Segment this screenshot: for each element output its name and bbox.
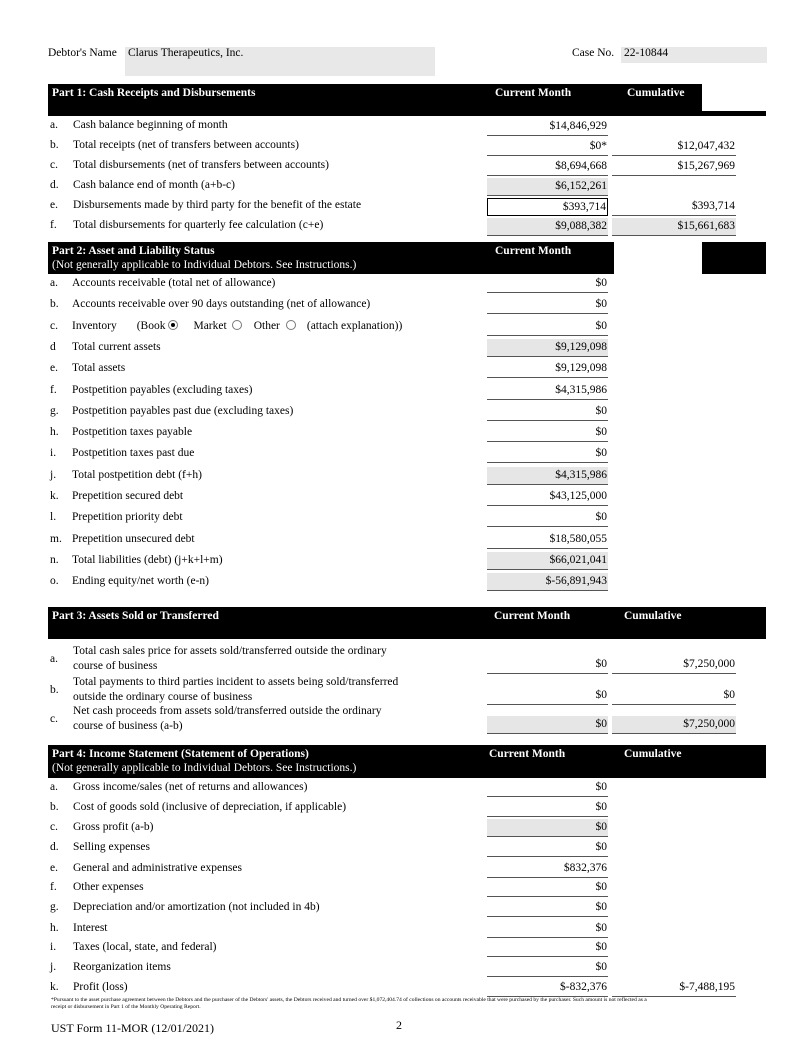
part4-current-value: $0 <box>487 879 608 897</box>
part1-cumulative-value: $12,047,432 <box>612 138 736 156</box>
part4-row-letter: h. <box>50 922 59 934</box>
part3-header <box>48 607 766 639</box>
part4-row-letter: e. <box>50 862 58 874</box>
part3-row-letter: c. <box>50 713 58 725</box>
part1-title: Part 1: Cash Receipts and Disbursements <box>52 87 256 99</box>
part2-row-letter: a. <box>50 277 58 289</box>
part4-row-label: Gross profit (a-b) <box>73 821 154 833</box>
part4-current-value: $0 <box>487 959 608 977</box>
part1-row-letter: c. <box>50 159 58 171</box>
radio-book[interactable] <box>168 320 178 330</box>
part3-current-value: $0 <box>487 656 608 674</box>
part4-row-letter: k. <box>50 981 59 993</box>
part2-row-label: Prepetition secured debt <box>72 490 184 502</box>
part2-row-letter: i. <box>50 447 57 459</box>
part2-col-current: Current Month <box>495 245 572 257</box>
part2-row-label: Postpetition taxes payable <box>72 426 193 438</box>
part3-row-line2: course of business <box>73 660 158 672</box>
part2-row-letter: h. <box>50 426 59 438</box>
part2-current-value: $0 <box>487 403 608 421</box>
part4-current-value: $0 <box>487 920 608 938</box>
part3-cumulative-value: $0 <box>612 687 736 705</box>
part4-row-label: Depreciation and/or amortization (not included in 4b) <box>73 901 320 913</box>
part1-current-value: $6,152,261 <box>487 178 608 196</box>
part3-cumulative-value: $7,250,000 <box>612 716 736 734</box>
part2-current-value: $43,125,000 <box>487 488 608 506</box>
part1-row-label: Disbursements made by third party for the benefit of the estate <box>73 199 362 211</box>
part4-row-letter: f. <box>50 881 57 893</box>
part4-row-letter: c. <box>50 821 58 833</box>
case-no-label: Case No. <box>572 47 615 59</box>
part2-row-label: Prepetition unsecured debt <box>72 533 195 545</box>
part2-row-letter: b. <box>50 298 59 310</box>
part2-row-letter: l. <box>50 511 57 523</box>
part3-row-letter: b. <box>50 684 59 696</box>
part4-current-value: $0 <box>487 779 608 797</box>
inventory-attach-note: (attach explanation)) <box>306 320 403 332</box>
part3-row-line1: Total payments to third parties incident to assets being sold/transferred <box>73 676 399 688</box>
part2-row-label: Prepetition priority debt <box>72 511 183 523</box>
part4-row-letter: i. <box>50 941 57 953</box>
part3-current-value: $0 <box>487 687 608 705</box>
part4-current-value: $0 <box>487 939 608 957</box>
part1-cumulative-value: $15,267,969 <box>612 158 736 176</box>
part4-subtitle: (Not generally applicable to Individual Debtors. See Instructions.) <box>52 762 357 774</box>
part4-col-cumulative: Cumulative <box>624 748 682 760</box>
part1-col-current: Current Month <box>495 87 572 99</box>
inventory-label: Inventory <box>72 320 117 332</box>
part3-row-line1: Net cash proceeds from assets sold/transferred outside the ordinary <box>73 705 382 717</box>
part3-row-line2: outside the ordinary course of business <box>73 691 253 703</box>
part2-current-value: $0 <box>487 296 608 314</box>
part4-current-value: $0 <box>487 839 608 857</box>
inventory-market-label: Market <box>193 320 227 332</box>
debtor-name-value: Clarus Therapeutics, Inc. <box>128 47 244 59</box>
part2-current-value: $0 <box>487 424 608 442</box>
part4-row-label: Reorganization items <box>73 961 171 973</box>
part2-header-stub <box>614 242 702 274</box>
inventory-row <box>72 320 402 332</box>
part2-current-value: $18,580,055 <box>487 531 608 549</box>
part2-current-value: $66,021,041 <box>487 552 608 570</box>
part4-current-value: $832,376 <box>487 860 608 878</box>
part2-row-label: Postpetition taxes past due <box>72 447 195 459</box>
case-no-value: 22-10844 <box>624 47 669 59</box>
part2-row-letter: e. <box>50 362 58 374</box>
part3-title: Part 3: Assets Sold or Transferred <box>52 610 219 622</box>
part3-row-letter: a. <box>50 653 58 665</box>
part4-row-letter: b. <box>50 801 59 813</box>
part3-cumulative-value: $7,250,000 <box>612 656 736 674</box>
case-no-field <box>621 47 767 63</box>
part2-row-label: Postpetition payables (excluding taxes) <box>72 384 253 396</box>
part2-current-value: $4,315,986 <box>487 382 608 400</box>
part4-row-label: General and administrative expenses <box>73 862 242 874</box>
part1-current-value: $14,846,929 <box>487 118 608 136</box>
part4-header <box>48 745 766 778</box>
part2-current-value: $9,129,098 <box>487 339 608 357</box>
part4-row-label: Gross income/sales (net of returns and allowances) <box>73 781 308 793</box>
part1-row-label: Total receipts (net of transfers between accounts) <box>73 139 299 151</box>
part4-row-letter: j. <box>50 961 57 973</box>
part2-row-letter: j. <box>50 469 57 481</box>
part2-row-label: Total current assets <box>72 341 161 353</box>
debtor-name-field <box>125 47 435 76</box>
part4-row-letter: d. <box>50 841 59 853</box>
part2-current-value: $0 <box>487 445 608 463</box>
part2-header <box>48 242 766 274</box>
part1-row-label: Cash balance beginning of month <box>73 119 228 131</box>
part2-row-label: Postpetition payables past due (excluding taxes) <box>72 405 294 417</box>
part4-row-label: Other expenses <box>73 881 144 893</box>
part4-row-label: Interest <box>73 922 108 934</box>
part3-current-value: $0 <box>487 716 608 734</box>
part3-col-current: Current Month <box>494 610 571 622</box>
footnote: *Pursuant to the asset purchase agreement between the Debtors and the purchaser of the Debtors' assets, the Debtors received and turned over $1,072,404.74 of collections on accounts receivable that were purchased by the purchaser. Such amount is not reflected as a receipt or disbursement in Part 1 of the Monthly Operating Report. <box>51 997 647 1010</box>
part4-current-value: $0 <box>487 899 608 917</box>
part4-row-label: Selling expenses <box>73 841 150 853</box>
part1-cumulative-value: $393,714 <box>612 198 736 216</box>
part1-current-value: $8,694,668 <box>487 158 608 176</box>
form-id: UST Form 11-MOR (12/01/2021) <box>51 1021 215 1035</box>
part4-current-value: $0 <box>487 819 608 837</box>
part1-row-label: Total disbursements (net of transfers between accounts) <box>73 159 329 171</box>
part4-cumulative-value: $-7,488,195 <box>612 979 736 997</box>
radio-market[interactable] <box>232 320 242 330</box>
radio-other[interactable] <box>286 320 296 330</box>
part1-cumulative-value: $15,661,683 <box>612 218 736 236</box>
part2-row-label: Accounts receivable over 90 days outstanding (net of allowance) <box>72 298 371 310</box>
part4-row-label: Profit (loss) <box>73 981 128 993</box>
part4-row-letter: g. <box>50 901 59 913</box>
part1-header-stub <box>702 84 766 111</box>
part2-current-value: $4,315,986 <box>487 467 608 485</box>
part2-row-letter: f. <box>50 384 57 396</box>
part4-row-label: Cost of goods sold (inclusive of depreciation, if applicable) <box>73 801 347 813</box>
part2-current-value: $0 <box>487 318 608 336</box>
part2-row-letter: g. <box>50 405 59 417</box>
inventory-book-label: (Book <box>136 320 166 332</box>
part4-current-value: $0 <box>487 799 608 817</box>
part2-row-letter: d <box>50 341 56 353</box>
part2-current-value: $0 <box>487 275 608 293</box>
part2-row-label: Total postpetition debt (f+h) <box>72 469 202 481</box>
debtor-name-label: Debtor's Name <box>48 47 117 59</box>
part2-row-label: Total liabilities (debt) (j+k+l+m) <box>72 554 223 566</box>
part3-row-line2: course of business (a-b) <box>73 720 183 732</box>
part4-col-current: Current Month <box>489 748 566 760</box>
part1-row-letter: a. <box>50 119 58 131</box>
part2-current-value: $-56,891,943 <box>487 573 608 591</box>
part2-row-label: Accounts receivable (total net of allowance) <box>72 277 276 289</box>
part2-row-letter: k. <box>50 490 59 502</box>
part1-row-letter: e. <box>50 199 58 211</box>
part4-row-letter: a. <box>50 781 58 793</box>
page-number: 2 <box>396 1018 402 1032</box>
part4-title: Part 4: Income Statement (Statement of Operations) <box>52 748 309 760</box>
part2-current-value: $9,129,098 <box>487 360 608 378</box>
part3-col-cumulative: Cumulative <box>624 610 682 622</box>
part2-row-letter: o. <box>50 575 59 587</box>
part1-current-value: $9,088,382 <box>487 218 608 236</box>
part1-current-value: $393,714 <box>487 198 608 216</box>
part1-row-label: Cash balance end of month (a+b-c) <box>73 179 235 191</box>
part2-current-value: $0 <box>487 509 608 527</box>
part3-row-line1: Total cash sales price for assets sold/transferred outside the ordinary <box>73 645 387 657</box>
part1-row-letter: b. <box>50 139 59 151</box>
part2-row-letter: m. <box>50 533 62 545</box>
part2-subtitle: (Not generally applicable to Individual Debtors. See Instructions.) <box>52 259 357 271</box>
part2-row-label: Ending equity/net worth (e-n) <box>72 575 210 587</box>
part1-col-cumulative: Cumulative <box>627 87 685 99</box>
part1-row-letter: f. <box>50 219 57 231</box>
part1-header <box>48 84 766 116</box>
part2-row-letter: n. <box>50 554 59 566</box>
part4-row-label: Taxes (local, state, and federal) <box>73 941 217 953</box>
part1-row-letter: d. <box>50 179 59 191</box>
part1-row-label: Total disbursements for quarterly fee calculation (c+e) <box>73 219 324 231</box>
part2-row-label: Total assets <box>72 362 126 374</box>
part2-row-letter: c. <box>50 320 58 332</box>
part2-title: Part 2: Asset and Liability Status <box>52 245 215 257</box>
inventory-other-label: Other <box>253 320 280 332</box>
part1-current-value: $0* <box>487 138 608 156</box>
part4-current-value: $-832,376 <box>487 979 608 997</box>
